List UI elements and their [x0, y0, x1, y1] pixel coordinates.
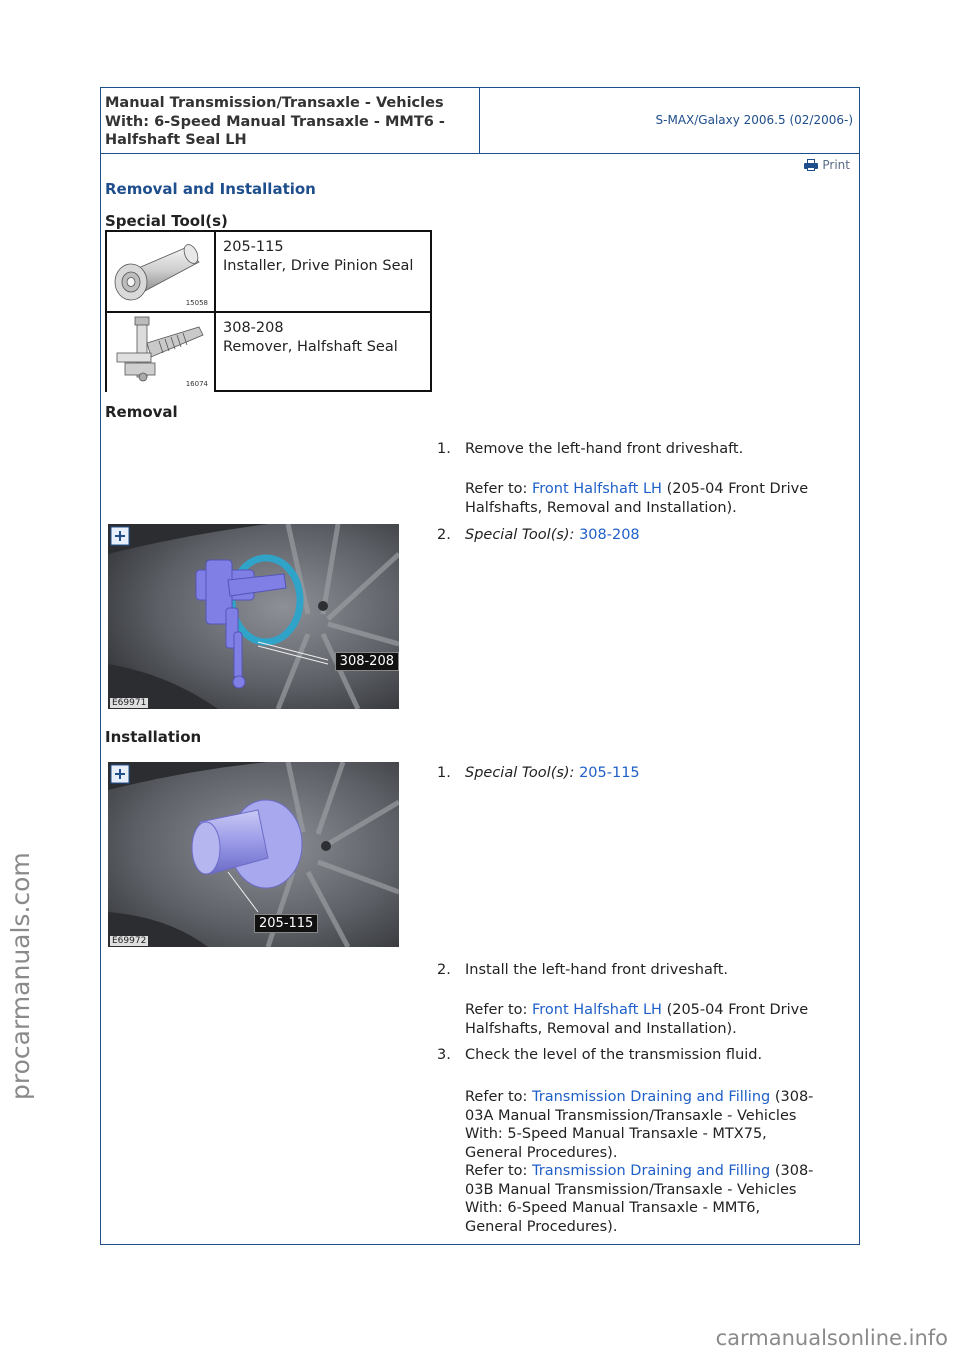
- installation-step-3-reference: [465, 1088, 855, 1236]
- ref-suffix: (308-: [770, 1089, 814, 1105]
- tool-name: Installer, Drive Pinion Seal: [223, 258, 414, 274]
- transmission-draining-link[interactable]: Transmission Draining and Filling: [532, 1163, 771, 1179]
- printer-icon: [804, 159, 818, 171]
- ref-suffix: 03A Manual Transmission/Transaxle - Vehicles: [465, 1107, 797, 1124]
- tool-description: [223, 238, 413, 276]
- tool-image-remover: [107, 313, 216, 392]
- installation-title: Installation: [105, 728, 202, 746]
- step-text: Remove the left-hand front driveshaft.: [465, 441, 744, 457]
- ref-suffix: (205-04 Front Drive: [661, 1002, 809, 1018]
- figure-id: E69972: [112, 936, 147, 946]
- ref-suffix: General Procedures).: [465, 1144, 618, 1161]
- ref-prefix: Refer to:: [465, 481, 532, 497]
- tool-308-208-link[interactable]: 308-208: [579, 527, 640, 543]
- step-text: Check the level of the transmission fluid.: [465, 1047, 763, 1063]
- section-title: Removal and Installation: [105, 180, 316, 198]
- figure-callout: 308-208: [335, 652, 399, 671]
- title-line-1: Manual Transmission/Transaxle - Vehicles: [105, 95, 444, 111]
- special-tools-label: Special Tool(s):: [465, 527, 575, 543]
- title-line-3: Halfshaft Seal LH: [105, 132, 247, 148]
- remover-tool-icon: [107, 313, 214, 390]
- special-tools-table: [105, 230, 432, 392]
- step-number: 1.: [437, 441, 451, 457]
- step-number: 2.: [437, 527, 451, 543]
- transmission-draining-link[interactable]: Transmission Draining and Filling: [532, 1089, 771, 1105]
- tool-row: [107, 232, 430, 313]
- bottom-watermark: carmanualsonline.info: [715, 1326, 948, 1350]
- tool-205-115-link[interactable]: 205-115: [579, 765, 640, 781]
- step-number: 3.: [437, 1047, 451, 1063]
- installation-figure[interactable]: [108, 762, 399, 947]
- tool-image-id: 15058: [185, 299, 208, 307]
- title-line-2: With: 6-Speed Manual Transaxle - MMT6 -: [105, 113, 445, 130]
- ref-suffix: 03B Manual Transmission/Transaxle - Vehicles: [465, 1181, 797, 1198]
- document-header: [101, 88, 859, 154]
- page-title: [105, 94, 477, 150]
- vehicle-model: S-MAX/Galaxy 2006.5 (02/2006-): [655, 113, 853, 127]
- figure-id: E69971: [112, 698, 147, 708]
- tool-row: [107, 313, 430, 392]
- print-button[interactable]: [804, 158, 850, 172]
- step-number: 1.: [437, 765, 451, 781]
- zoom-icon[interactable]: [110, 764, 130, 784]
- ref-suffix: General Procedures).: [465, 1218, 618, 1235]
- figure-callout: 205-115: [254, 914, 318, 933]
- ref-prefix: Refer to:: [465, 1089, 532, 1105]
- remover-tool-illustration: [108, 524, 399, 709]
- ref-suffix: With: 6-Speed Manual Transaxle - MMT6,: [465, 1200, 761, 1216]
- ref-prefix: Refer to:: [465, 1163, 532, 1179]
- document-frame: [100, 87, 860, 1245]
- front-halfshaft-link[interactable]: Front Halfshaft LH: [532, 1002, 662, 1018]
- zoom-icon[interactable]: [110, 526, 130, 546]
- print-label: Print: [822, 158, 850, 172]
- removal-step-1-reference: [465, 480, 855, 517]
- tool-description: [223, 319, 398, 357]
- installation-step-2-reference: [465, 1001, 855, 1038]
- special-tools-label: Special Tool(s):: [465, 765, 575, 781]
- header-divider: [479, 88, 480, 153]
- tool-name: Remover, Halfshaft Seal: [223, 339, 398, 355]
- ref-suffix: Halfshafts, Removal and Installation).: [465, 1020, 737, 1037]
- tool-number: 205-115: [223, 239, 284, 255]
- step-text: Install the left-hand front driveshaft.: [465, 962, 729, 978]
- tool-image-id: 16074: [185, 380, 208, 388]
- ref-suffix: With: 5-Speed Manual Transaxle - MTX75,: [465, 1126, 767, 1142]
- tool-number: 308-208: [223, 320, 284, 336]
- special-tools-title: Special Tool(s): [105, 212, 228, 230]
- tool-image-installer: [107, 232, 216, 311]
- side-watermark: procarmanuals.com: [6, 852, 35, 1100]
- removal-title: Removal: [105, 403, 178, 421]
- ref-prefix: Refer to:: [465, 1002, 532, 1018]
- ref-suffix: (308-: [770, 1163, 814, 1179]
- ref-suffix: Halfshafts, Removal and Installation).: [465, 499, 737, 516]
- front-halfshaft-link[interactable]: Front Halfshaft LH: [532, 481, 662, 497]
- ref-suffix: (205-04 Front Drive: [661, 481, 809, 497]
- step-number: 2.: [437, 962, 451, 978]
- removal-figure[interactable]: [108, 524, 399, 709]
